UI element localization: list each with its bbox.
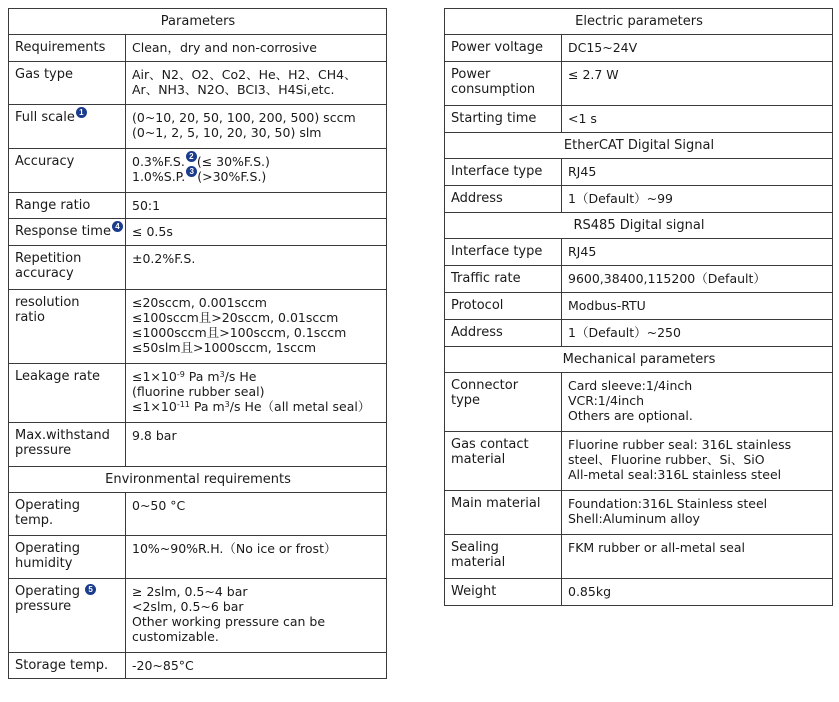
table-row <box>9 193 387 219</box>
accuracy-text: (≤ 30%F.S.) <box>196 154 270 169</box>
accuracy-text: (>30%F.S.) <box>197 169 267 184</box>
repetition-label <box>9 246 126 290</box>
note-3-icon: 3 <box>186 166 197 177</box>
rs485-address-value: 1（Default）~250 <box>562 320 833 347</box>
gas-type-value <box>126 62 387 105</box>
accuracy-text: 1.0%S.P. <box>132 169 186 184</box>
gas-contact-label-line: Gas contact <box>451 437 529 452</box>
traffic-rate-value: 9600,38400,115200（Default） <box>562 266 833 293</box>
sealing-label-line: material <box>451 555 506 570</box>
op-pressure-line: <2slm, 0.5~6 bar <box>132 599 244 614</box>
resolution-label-line: ratio <box>15 310 45 325</box>
gas-type-line: Air、N2、O2、Co2、He、H2、CH4、 <box>132 67 357 82</box>
starting-time-label: Starting time <box>445 106 562 133</box>
rs485-title: RS485 Digital signal <box>445 213 833 239</box>
leakage-label: Leakage rate <box>9 364 126 423</box>
op-temp-value: 0~50 °C <box>126 493 387 536</box>
op-humidity-label-line: humidity <box>15 556 73 571</box>
protocol-label: Protocol <box>445 293 562 320</box>
connector-label <box>445 373 562 432</box>
leakage-exp: -9 <box>176 370 185 379</box>
response-time-text: Response time <box>15 224 111 239</box>
parameters-title: Parameters <box>9 9 387 35</box>
leakage-exp: 3 <box>219 370 225 379</box>
full-scale-line: (0~10, 20, 50, 100, 200, 500) sccm <box>132 110 356 125</box>
repetition-label-line: accuracy <box>15 266 74 281</box>
op-pressure-line: customizable. <box>132 629 219 644</box>
op-humidity-label-line: Operating <box>15 541 80 556</box>
full-scale-value <box>126 105 387 149</box>
ethercat-interface-value: RJ45 <box>562 159 833 186</box>
gas-type-label: Gas type <box>9 62 126 105</box>
repetition-label-line: Repetition <box>15 251 82 266</box>
table-row <box>9 423 387 467</box>
table-row <box>9 579 387 653</box>
withstand-value: 9.8 bar <box>126 423 387 467</box>
full-scale-line: (0~1, 2, 5, 10, 20, 30, 50) slm <box>132 125 322 140</box>
withstand-label-line: Max.withstand <box>15 428 110 443</box>
note-1-icon: 1 <box>76 107 87 118</box>
response-time-label <box>9 219 126 246</box>
table-row <box>445 432 833 491</box>
leakage-exp: 3 <box>224 400 230 409</box>
sealing-value: FKM rubber or all-metal seal <box>562 535 833 579</box>
table-row <box>445 106 833 133</box>
full-scale-text: Full scale <box>15 110 75 125</box>
table-row <box>9 290 387 364</box>
op-pressure-label-line: Operating <box>15 584 80 599</box>
starting-time-value: <1 s <box>562 106 833 133</box>
electric-mechanical-table <box>444 8 833 606</box>
connector-line: Card sleeve:1/4inch <box>568 378 693 393</box>
full-scale-label <box>9 105 126 149</box>
gas-contact-line: All-metal seal:316L stainless steel <box>568 467 782 482</box>
table-row <box>445 293 833 320</box>
response-time-value: ≤ 0.5s <box>126 219 387 246</box>
gas-type-line: Ar、NH3、N2O、BCI3、H4Si,etc. <box>132 82 335 97</box>
op-temp-label-line: Operating <box>15 498 80 513</box>
op-pressure-label-line: pressure <box>15 599 72 614</box>
leakage-text: ≤1×10 <box>132 399 177 414</box>
leakage-text: /s He <box>224 369 257 384</box>
connector-label-line: type <box>451 393 481 408</box>
rs485-interface-label: Interface type <box>445 239 562 266</box>
table-row <box>9 653 387 679</box>
leakage-text: Pa m <box>189 399 225 414</box>
op-temp-label-line: temp. <box>15 513 54 528</box>
protocol-value: Modbus-RTU <box>562 293 833 320</box>
gas-contact-value <box>562 432 833 491</box>
weight-label: Weight <box>445 579 562 606</box>
op-temp-label <box>9 493 126 536</box>
leakage-text: /s He（all metal seal） <box>229 399 371 414</box>
resolution-line: ≤50slm且>1000sccm, 1sccm <box>132 340 317 355</box>
storage-value: -20~85°C <box>126 653 387 679</box>
resolution-line: ≤1000sccm且>100sccm, 0.1sccm <box>132 325 347 340</box>
range-ratio-label: Range ratio <box>9 193 126 219</box>
table-row <box>445 535 833 579</box>
table-row <box>445 266 833 293</box>
op-humidity-value: 10%~90%R.H.（No ice or frost） <box>126 536 387 579</box>
table-row <box>9 246 387 290</box>
power-voltage-value: DC15~24V <box>562 35 833 62</box>
gas-contact-label-line: material <box>451 452 506 467</box>
resolution-label <box>9 290 126 364</box>
table-row <box>445 373 833 432</box>
power-consumption-label <box>445 62 562 106</box>
resolution-line: ≤20sccm, 0.001sccm <box>132 295 267 310</box>
gas-contact-line: Fluorine rubber seal: 316L stainless <box>568 437 792 452</box>
environment-title: Environmental requirements <box>9 467 387 493</box>
resolution-value <box>126 290 387 364</box>
table-row <box>9 219 387 246</box>
table-row <box>9 105 387 149</box>
power-consumption-label-line: Power <box>451 67 491 82</box>
ethercat-address-label: Address <box>445 186 562 213</box>
op-pressure-line: ≥ 2slm, 0.5~4 bar <box>132 584 248 599</box>
leakage-exp: -11 <box>176 400 190 409</box>
main-material-line: Foundation:316L Stainless steel <box>568 496 768 511</box>
weight-value: 0.85kg <box>562 579 833 606</box>
ethercat-address-value: 1（Default）~99 <box>562 186 833 213</box>
mechanical-title: Mechanical parameters <box>445 347 833 373</box>
table-row <box>445 186 833 213</box>
connector-line: VCR:1/4inch <box>568 393 645 408</box>
rs485-interface-value: RJ45 <box>562 239 833 266</box>
table-row <box>9 536 387 579</box>
table-row <box>445 320 833 347</box>
accuracy-label: Accuracy <box>9 149 126 193</box>
table-row <box>9 493 387 536</box>
leakage-line: (fluorine rubber seal) <box>132 384 265 399</box>
main-material-line: Shell:Aluminum alloy <box>568 511 700 526</box>
note-2-icon: 2 <box>186 151 197 162</box>
repetition-value: ±0.2%F.S. <box>126 246 387 290</box>
op-pressure-line: Other working pressure can be <box>132 614 326 629</box>
gas-contact-line: steel、Fluorine rubber、Si、SiO <box>568 452 765 467</box>
table-row <box>9 149 387 193</box>
leakage-text: Pa m <box>184 369 220 384</box>
note-4-icon: 4 <box>112 221 123 232</box>
connector-label-line: Connector <box>451 378 519 393</box>
main-material-label: Main material <box>445 491 562 535</box>
sealing-label-line: Sealing <box>451 540 499 555</box>
table-row <box>445 239 833 266</box>
table-row <box>445 491 833 535</box>
requirements-label: Requirements <box>9 35 126 62</box>
table-row <box>9 35 387 62</box>
op-pressure-value <box>126 579 387 653</box>
power-voltage-label: Power voltage <box>445 35 562 62</box>
resolution-label-line: resolution <box>15 295 80 310</box>
main-material-value <box>562 491 833 535</box>
accuracy-value <box>126 149 387 193</box>
accuracy-text: 0.3%F.S. <box>132 154 185 169</box>
note-5-icon: 5 <box>85 584 96 595</box>
parameters-table <box>8 8 387 679</box>
op-humidity-label <box>9 536 126 579</box>
storage-label: Storage temp. <box>9 653 126 679</box>
ethercat-interface-label: Interface type <box>445 159 562 186</box>
gas-contact-label <box>445 432 562 491</box>
traffic-rate-label: Traffic rate <box>445 266 562 293</box>
resolution-line: ≤100sccm且>20sccm, 0.01sccm <box>132 310 339 325</box>
range-ratio-value: 50:1 <box>126 193 387 219</box>
table-row <box>445 35 833 62</box>
sealing-label <box>445 535 562 579</box>
op-pressure-label <box>9 579 126 653</box>
electric-title: Electric parameters <box>445 9 833 35</box>
table-row <box>9 364 387 423</box>
leakage-value <box>126 364 387 423</box>
power-consumption-label-line: consumption <box>451 82 536 97</box>
requirements-value: Clean，dry and non-corrosive <box>126 35 387 62</box>
connector-line: Others are optional. <box>568 408 693 423</box>
connector-value <box>562 373 833 432</box>
table-row <box>445 159 833 186</box>
power-consumption-value: ≤ 2.7 W <box>562 62 833 106</box>
table-row <box>9 62 387 105</box>
withstand-label-line: pressure <box>15 443 72 458</box>
rs485-address-label: Address <box>445 320 562 347</box>
withstand-label <box>9 423 126 467</box>
table-row <box>445 579 833 606</box>
table-row <box>445 62 833 106</box>
leakage-text: ≤1×10 <box>132 369 177 384</box>
ethercat-title: EtherCAT Digital Signal <box>445 133 833 159</box>
